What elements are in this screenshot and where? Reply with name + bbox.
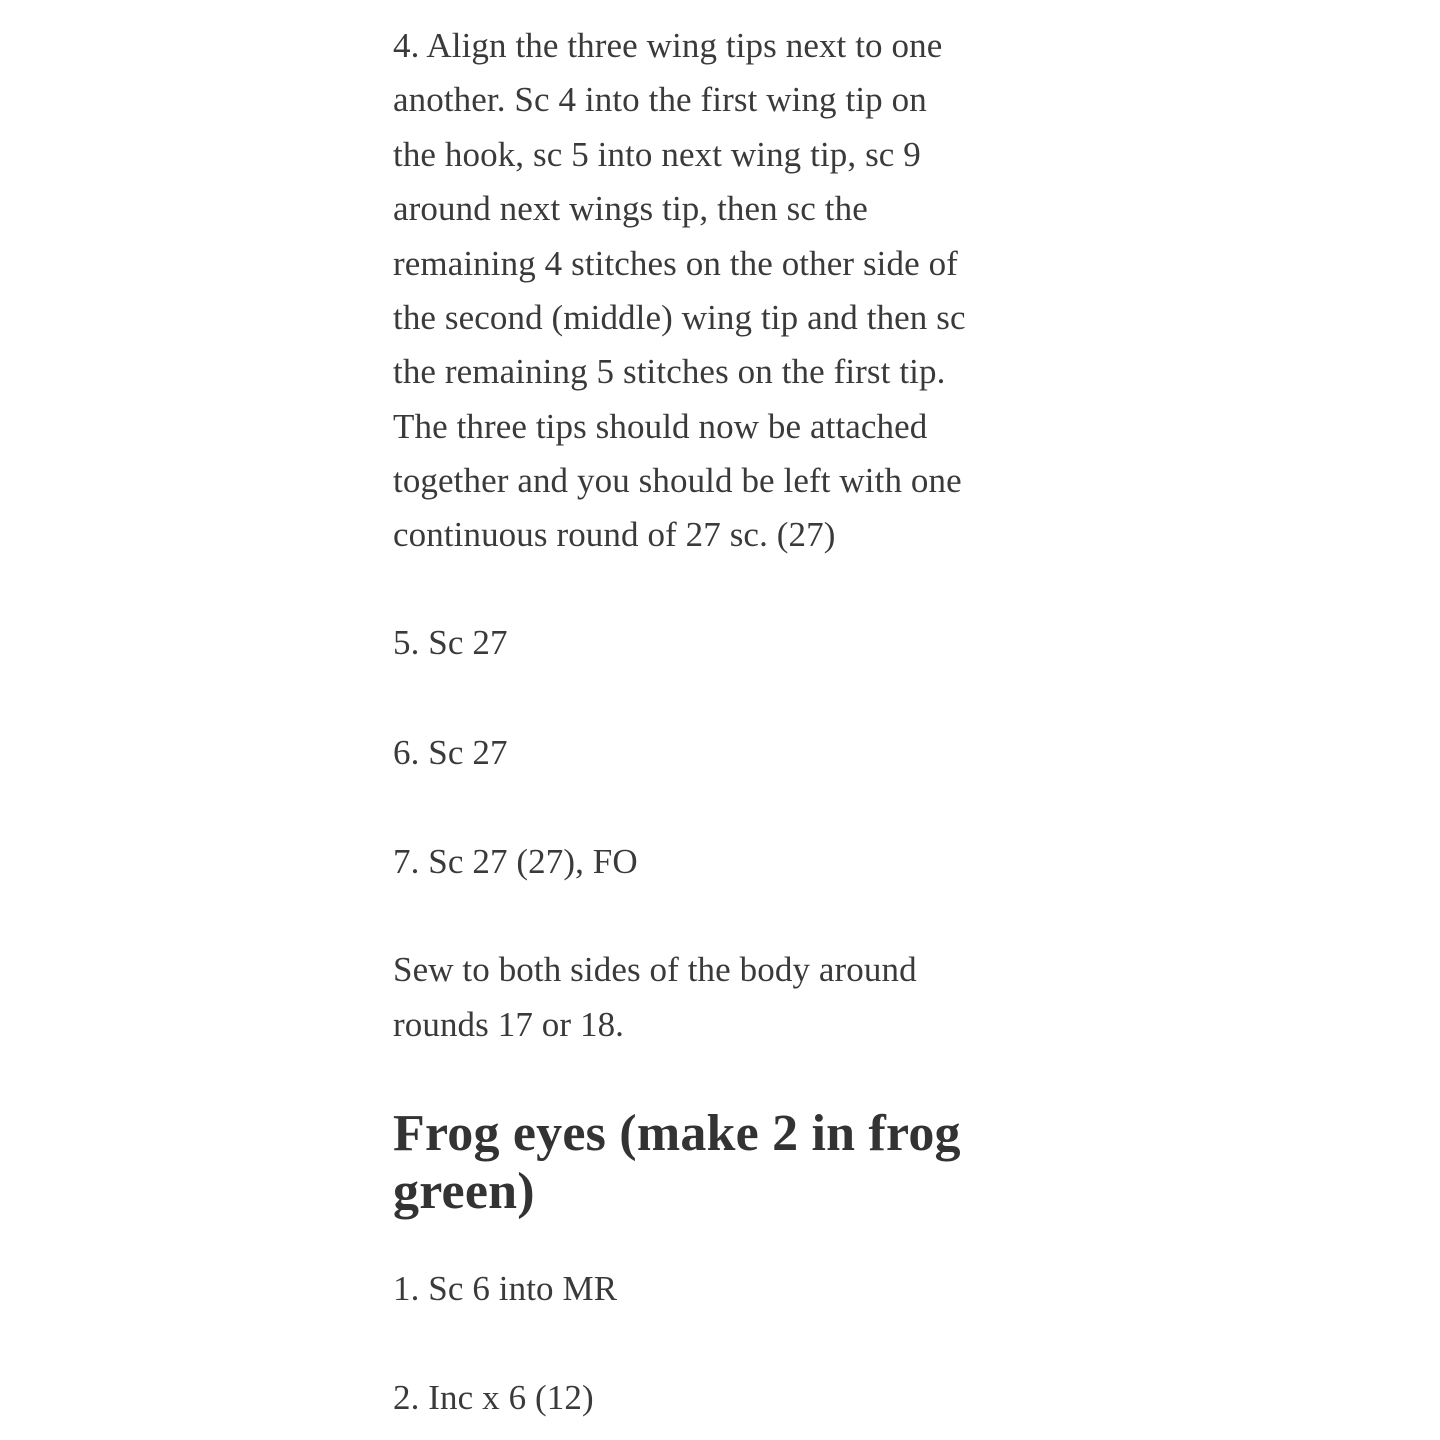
text-line: continuous round of 27 sc. (27) bbox=[393, 515, 836, 554]
heading-line: green) bbox=[393, 1163, 535, 1220]
paragraph-step-5: 5. Sc 27 bbox=[393, 623, 508, 662]
heading-line: Frog eyes (make 2 in frog bbox=[393, 1105, 961, 1162]
text-line: together and you should be left with one bbox=[393, 461, 962, 500]
text-line: remaining 4 stitches on the other side of bbox=[393, 244, 958, 283]
paragraph-eyes-step-2: 2. Inc x 6 (12) bbox=[393, 1378, 594, 1417]
text-line: 4. Align the three wing tips next to one bbox=[393, 26, 943, 65]
text-line: the second (middle) wing tip and then sc bbox=[393, 298, 966, 337]
text-line: another. Sc 4 into the first wing tip on bbox=[393, 80, 927, 119]
text-line: The three tips should now be attached bbox=[393, 407, 928, 446]
text-line: the hook, sc 5 into next wing tip, sc 9 bbox=[393, 135, 921, 174]
paragraph-eyes-step-1: 1. Sc 6 into MR bbox=[393, 1269, 618, 1308]
text-line: rounds 17 or 18. bbox=[393, 1005, 625, 1044]
paragraph-step-7: 7. Sc 27 (27), FO bbox=[393, 842, 638, 881]
text-line: Sew to both sides of the body around bbox=[393, 950, 917, 989]
text-line: around next wings tip, then sc the bbox=[393, 189, 868, 228]
text-line: the remaining 5 stitches on the first tip. bbox=[393, 352, 946, 391]
paragraph-step-6: 6. Sc 27 bbox=[393, 733, 508, 772]
